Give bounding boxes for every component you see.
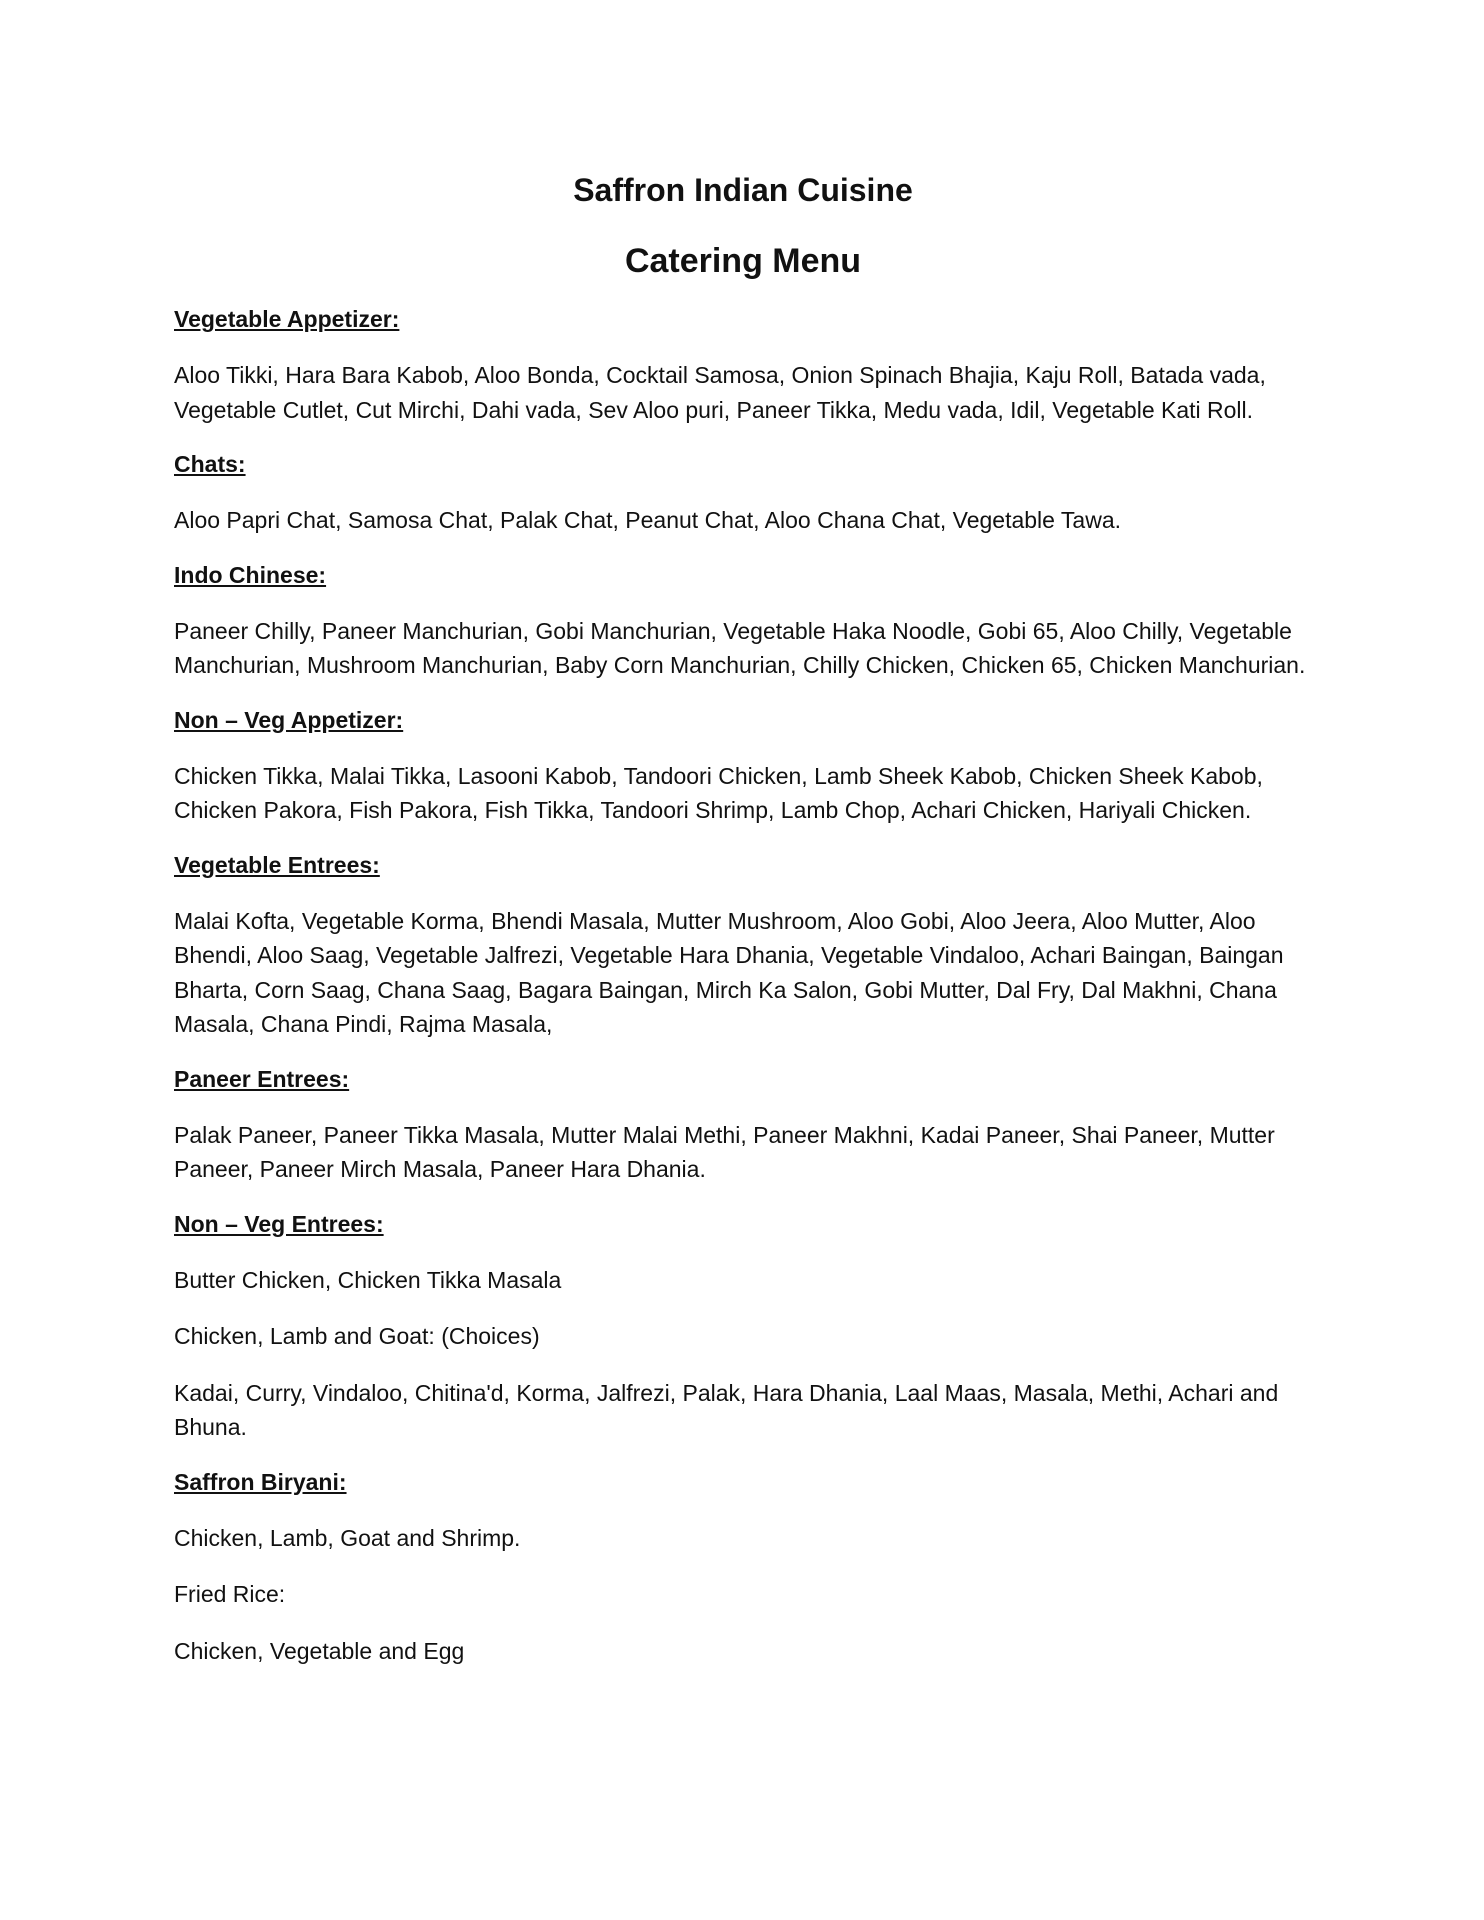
section-non-veg-appetizer [174, 705, 1312, 828]
section-paneer-entrees [174, 1064, 1312, 1187]
section-heading: Vegetable Appetizer: [174, 306, 400, 332]
section-items: Paneer Chilly, Paneer Manchurian, Gobi Manchurian, Vegetable Haka Noodle, Gobi 65, Aloo Chilly, Vegetable Manchurian, Mushroom Manchurian, Baby Corn Manchurian, Chilly Chicken, Chicken 65, Chicken Manchurian. [174, 617, 1306, 678]
section-heading: Vegetable Entrees: [174, 851, 380, 878]
section-items: Chicken, Vegetable and Egg [174, 1637, 465, 1664]
section-items: Malai Kofta, Vegetable Korma, Bhendi Masala, Mutter Mushroom, Aloo Gobi, Aloo Jeera, Aloo Mutter, Aloo Bhendi, Aloo Saag, Vegetable Jalfrezi, Vegetable Hara Dhania, Vegetable Vindaloo, Achari Baingan, Baingan Bharta, Corn Saag, Chana Saag, Bagara Baingan, Mirch Ka Salon, Gobi Mutter, Dal Fry, Dal Makhni, Chana Masala, Chana Pindi, Rajma Masala, [174, 907, 1284, 1037]
section-indo-chinese [174, 560, 1312, 683]
page-title: Saffron Indian Cuisine [573, 172, 913, 208]
section-items: Palak Paneer, Paneer Tikka Masala, Mutter Malai Methi, Paneer Makhni, Kadai Paneer, Shai Paneer, Mutter Paneer, Paneer Mirch Masala, Paneer Hara Dhania. [174, 1121, 1275, 1182]
section-items: Chicken Tikka, Malai Tikka, Lasooni Kabob, Tandoori Chicken, Lamb Sheek Kabob, Chicken Sheek Kabob, Chicken Pakora, Fish Pakora, Fish Tikka, Tandoori Shrimp, Lamb Chop, Achari Chicken, Hariyali Chicken. [174, 762, 1263, 823]
page-subtitle: Catering Menu [624, 242, 862, 280]
section-items: Chicken, Lamb, Goat and Shrimp. [174, 1524, 521, 1551]
section-chats [174, 449, 1312, 538]
section-heading: Non – Veg Entrees: [174, 1210, 384, 1237]
section-vegetable-entrees [174, 850, 1312, 1042]
section-heading: Saffron Biryani: [174, 1468, 347, 1495]
section-items: Chicken, Lamb and Goat: (Choices) [174, 1323, 540, 1349]
section-heading: Indo Chinese: [174, 561, 327, 588]
section-saffron-biryani [174, 1467, 1312, 1669]
section-items: Aloo Tikki, Hara Bara Kabob, Aloo Bonda, Cocktail Samosa, Onion Spinach Bhajia, Kaju Roll, Batada vada, Vegetable Cutlet, Cut Mirchi, Dahi vada, Sev Aloo puri, Paneer Tikka, Medu vada, Idil, Vegetable Kati Roll. [174, 362, 1266, 423]
section-vegetable-appetizer [174, 304, 1312, 427]
section-items: Aloo Papri Chat, Samosa Chat, Palak Chat, Peanut Chat, Aloo Chana Chat, Vegetable Tawa. [174, 507, 1121, 533]
section-heading: Paneer Entrees: [174, 1065, 350, 1092]
section-items: Kadai, Curry, Vindaloo, Chitina'd, Korma, Jalfrezi, Palak, Hara Dhania, Laal Maas, Masala, Methi, Achari and Bhuna. [174, 1379, 1279, 1440]
section-heading: Chats: [174, 451, 246, 477]
section-items: Butter Chicken, Chicken Tikka Masala [174, 1266, 562, 1293]
section-non-veg-entrees [174, 1209, 1312, 1445]
section-heading: Non – Veg Appetizer: [174, 706, 404, 733]
section-items: Fried Rice: [174, 1581, 286, 1607]
